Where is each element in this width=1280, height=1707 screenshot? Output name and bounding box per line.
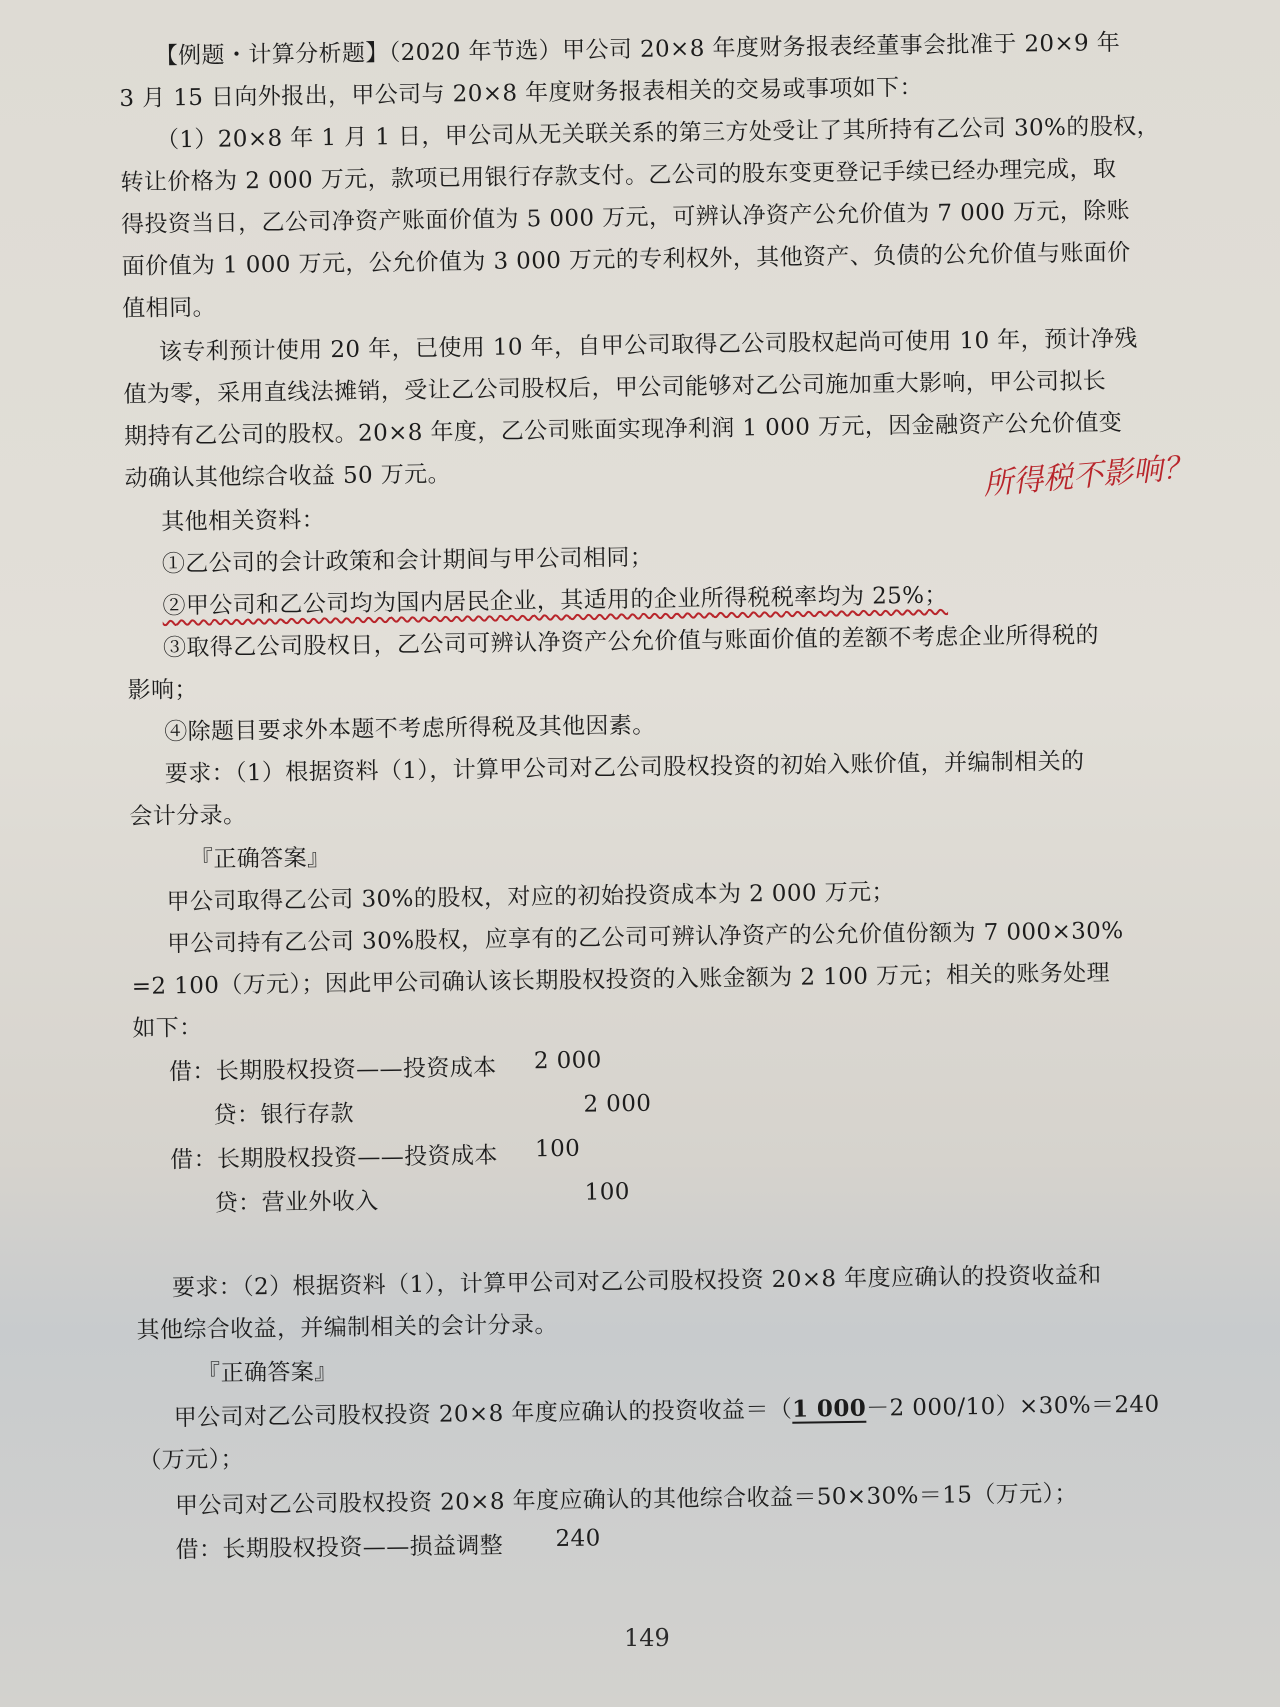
item2-line: 动确认其他综合收益 50 万元。 <box>124 461 452 492</box>
item1-line: 转让价格为 2 000 万元，款项已用银行存款支付。乙公司的股东变更登记手续已经办理完成，取 <box>120 156 1117 196</box>
journal-account: 借：长期股权投资——投资成本 <box>170 1142 498 1174</box>
item1-line: 得投资当日，乙公司净资产账面价值为 5 000 万元，可辨认净资产公允价值为 7 000 万元，除账 <box>120 197 1131 238</box>
item1-line: 面价值为 1 000 万元，公允价值为 3 000 万元的专利权外，其他资产、负债的公允价值与账面价 <box>121 239 1131 280</box>
journal-account: 借：长期股权投资——投资成本 <box>168 1054 497 1086</box>
journal-amount: 100 <box>534 1135 581 1163</box>
note-2: ②甲公司和乙公司均为国内居民企业，其适用的企业所得税税率均为 25%； <box>162 582 949 620</box>
answer-2-line <box>174 1386 1160 1433</box>
requirement-1-cont: 会计分录。 <box>129 802 247 830</box>
answer-title-1: 『正确答案』 <box>189 845 331 874</box>
journal-entry <box>214 1178 630 1217</box>
journal-entry <box>175 1525 601 1565</box>
note-3: ③取得乙公司股权日，乙公司可辨认净资产公允价值与账面价值的差额不考虑企业所得税的 <box>162 622 1100 662</box>
problem-line-1: 【例题・计算分析题】（2020 年节选）甲公司 20×8 年度财务报表经董事会批准于 20×9 年 <box>154 30 1121 70</box>
formula-text: －2 000/10）×30%＝240 <box>865 1391 1160 1422</box>
answer-2-line: （万元）； <box>138 1446 245 1474</box>
page-number: 149 <box>624 1624 670 1652</box>
item2-line: 期持有乙公司的股权。20×8 年度，乙公司账面实现净利润 1 000 万元，因金融资产公允价值变 <box>123 410 1123 450</box>
answer-1-line: 如下： <box>132 1014 203 1042</box>
journal-entry <box>168 1047 602 1087</box>
journal-amount: 2 000 <box>583 1090 652 1118</box>
underlined-value: 1 000 <box>791 1394 867 1423</box>
other-info-title: 其他相关资料： <box>161 507 326 536</box>
requirement-1: 要求：（1）根据资料（1），计算甲公司对乙公司股权投资的初始入账价值，并编制相关的 <box>164 748 1085 788</box>
problem-line-2: 3 月 15 日向外报出，甲公司与 20×8 年度财务报表相关的交易或事项如下： <box>119 74 924 112</box>
answer-2-line: 甲公司对乙公司股权投资 20×8 年度应确认的其他综合收益＝50×30%＝15（万元）； <box>174 1480 1078 1520</box>
answer-1-line: =2 100（万元）；因此甲公司确认该长期股权投资的入账金额为 2 100 万元；相关的账务处理 <box>131 960 1111 1000</box>
journal-entry <box>213 1090 652 1130</box>
journal-account: 贷：银行存款 <box>213 1100 355 1129</box>
journal-entry <box>170 1135 581 1175</box>
handwritten-note: 所得税不影响？ <box>981 449 1195 503</box>
answer-title-2: 『正确答案』 <box>197 1359 338 1388</box>
answer-1-line: 甲公司取得乙公司 30%的股权，对应的初始投资成本为 2 000 万元； <box>166 879 896 916</box>
requirement-2-cont: 其他综合收益，并编制相关的会计分录。 <box>136 1311 558 1344</box>
note-4: ④除题目要求外本题不考虑所得税及其他因素。 <box>164 712 656 746</box>
answer-1-line: 甲公司持有乙公司 30%股权，应享有的乙公司可辨认净资产的公允价值份额为 7 000×30% <box>167 918 1124 958</box>
item2-line: 值为零，采用直线法摊销，受让乙公司股权后，甲公司能够对乙公司施加重大影响，甲公司拟长 <box>123 368 1107 408</box>
journal-amount: 100 <box>584 1178 630 1206</box>
journal-account: 贷：营业外收入 <box>214 1188 379 1217</box>
note-3-cont: 影响； <box>127 676 199 704</box>
item1-line: （1）20×8 年 1 月 1 日，甲公司从无关联关系的第三方处受让了其所持有乙公司 30%的股权， <box>155 113 1161 154</box>
note-1: ①乙公司的会计政策和会计期间与甲公司相同； <box>161 544 654 578</box>
journal-amount: 2 000 <box>533 1047 602 1075</box>
item2-line: 该专利预计使用 20 年，已使用 10 年，自甲公司取得乙公司股权起尚可使用 10 年，预计净残 <box>158 325 1138 366</box>
formula-text: 甲公司对乙公司股权投资 20×8 年度应确认的投资收益＝（ <box>173 1396 793 1432</box>
requirement-2: 要求：（2）根据资料（1），计算甲公司对乙公司股权投资 20×8 年度应确认的投资收益和 <box>171 1262 1102 1302</box>
journal-amount: 240 <box>555 1525 601 1553</box>
item1-line: 值相同。 <box>122 294 217 322</box>
journal-account: 借：长期股权投资——损益调整 <box>175 1532 504 1564</box>
